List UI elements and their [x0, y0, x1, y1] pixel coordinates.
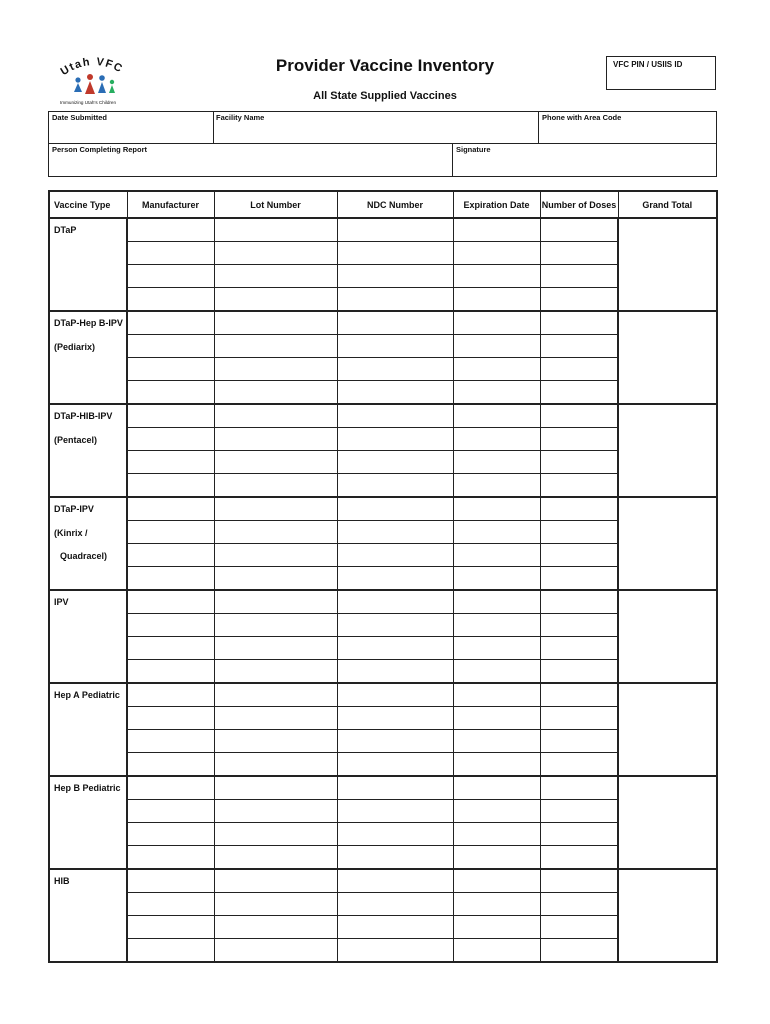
- manufacturer-cell[interactable]: [127, 916, 214, 939]
- table-row: [49, 823, 717, 846]
- doses-cell[interactable]: [540, 800, 618, 823]
- expiration-date-cell[interactable]: [453, 590, 540, 614]
- ndc-number-cell[interactable]: [337, 567, 453, 591]
- table-row: [49, 265, 717, 288]
- lot-number-cell[interactable]: [214, 893, 337, 916]
- manufacturer-cell[interactable]: [127, 869, 214, 893]
- ndc-number-cell[interactable]: [337, 544, 453, 567]
- ndc-number-cell[interactable]: [337, 683, 453, 707]
- vaccine-type-label: HIB: [54, 876, 70, 886]
- lot-number-cell[interactable]: [214, 916, 337, 939]
- manufacturer-cell[interactable]: [127, 660, 214, 684]
- ndc-number-cell[interactable]: [337, 660, 453, 684]
- doses-cell[interactable]: [540, 869, 618, 893]
- table-row: [49, 800, 717, 823]
- manufacturer-cell[interactable]: [127, 800, 214, 823]
- doses-cell[interactable]: [540, 474, 618, 498]
- manufacturer-cell[interactable]: [127, 335, 214, 358]
- table-row: [49, 497, 717, 521]
- table-row: [49, 288, 717, 312]
- table-row: [49, 776, 717, 800]
- doses-cell[interactable]: [540, 544, 618, 567]
- manufacturer-cell[interactable]: [127, 846, 214, 870]
- expiration-date-cell[interactable]: [453, 823, 540, 846]
- ndc-number-cell[interactable]: [337, 869, 453, 893]
- ndc-number-cell[interactable]: [337, 893, 453, 916]
- info-row-2: [48, 143, 717, 177]
- manufacturer-cell[interactable]: [127, 590, 214, 614]
- expiration-date-cell[interactable]: [453, 614, 540, 637]
- doses-cell[interactable]: [540, 916, 618, 939]
- lot-number-cell[interactable]: [214, 335, 337, 358]
- doses-cell[interactable]: [540, 939, 618, 963]
- ndc-number-cell[interactable]: [337, 916, 453, 939]
- expiration-date-cell[interactable]: [453, 730, 540, 753]
- manufacturer-cell[interactable]: [127, 939, 214, 963]
- grand-total-cell[interactable]: [618, 404, 717, 497]
- expiration-date-cell[interactable]: [453, 242, 540, 265]
- table-row: [49, 683, 717, 707]
- manufacturer-cell[interactable]: [127, 311, 214, 335]
- ndc-number-cell[interactable]: [337, 265, 453, 288]
- manufacturer-cell[interactable]: [127, 521, 214, 544]
- manufacturer-cell[interactable]: [127, 358, 214, 381]
- vaccine-type-label: DTaP-IPV: [54, 504, 94, 514]
- doses-cell[interactable]: [540, 381, 618, 405]
- lot-number-cell[interactable]: [214, 776, 337, 800]
- lot-number-cell[interactable]: [214, 567, 337, 591]
- lot-number-cell[interactable]: [214, 590, 337, 614]
- ndc-number-cell[interactable]: [337, 311, 453, 335]
- table-row: [49, 381, 717, 405]
- table-row: [49, 242, 717, 265]
- grand-total-cell[interactable]: [618, 869, 717, 962]
- vaccine-type-label: Hep B Pediatric: [54, 783, 121, 793]
- logo-text: Utah VFC: [58, 56, 126, 79]
- doses-cell[interactable]: [540, 521, 618, 544]
- table-row: [49, 869, 717, 893]
- doses-cell[interactable]: [540, 288, 618, 312]
- expiration-date-cell[interactable]: [453, 916, 540, 939]
- doses-cell[interactable]: [540, 846, 618, 870]
- vaccine-type-cell: [49, 776, 127, 869]
- vaccine-type-label: (Kinrix /: [54, 527, 88, 538]
- doses-cell[interactable]: [540, 730, 618, 753]
- manufacturer-cell[interactable]: [127, 428, 214, 451]
- doses-cell[interactable]: [540, 776, 618, 800]
- lot-number-cell[interactable]: [214, 753, 337, 777]
- expiration-date-cell[interactable]: [453, 428, 540, 451]
- table-row: [49, 846, 717, 870]
- table-row: [49, 404, 717, 428]
- lot-number-cell[interactable]: [214, 614, 337, 637]
- ndc-number-cell[interactable]: [337, 404, 453, 428]
- ndc-number-cell[interactable]: [337, 497, 453, 521]
- table-row: [49, 428, 717, 451]
- ndc-number-cell[interactable]: [337, 521, 453, 544]
- lot-number-cell[interactable]: [214, 381, 337, 405]
- ndc-number-cell[interactable]: [337, 428, 453, 451]
- doses-cell[interactable]: [540, 218, 618, 242]
- ndc-number-cell[interactable]: [337, 707, 453, 730]
- expiration-date-cell[interactable]: [453, 869, 540, 893]
- manufacturer-cell[interactable]: [127, 567, 214, 591]
- expiration-date-cell[interactable]: [453, 497, 540, 521]
- ndc-number-cell[interactable]: [337, 288, 453, 312]
- doses-cell[interactable]: [540, 637, 618, 660]
- lot-number-cell[interactable]: [214, 497, 337, 521]
- doses-cell[interactable]: [540, 335, 618, 358]
- lot-number-cell[interactable]: [214, 451, 337, 474]
- expiration-date-cell[interactable]: [453, 846, 540, 870]
- vaccine-type-label: DTaP-HIB-IPV: [54, 411, 113, 421]
- manufacturer-cell[interactable]: [127, 544, 214, 567]
- ndc-number-cell[interactable]: [337, 800, 453, 823]
- expiration-date-cell[interactable]: [453, 358, 540, 381]
- lot-number-cell[interactable]: [214, 265, 337, 288]
- ndc-number-cell[interactable]: [337, 242, 453, 265]
- table-row: [49, 707, 717, 730]
- doses-cell[interactable]: [540, 753, 618, 777]
- doses-cell[interactable]: [540, 451, 618, 474]
- facility-name-field[interactable]: Facility Name: [216, 113, 265, 122]
- doses-cell[interactable]: [540, 707, 618, 730]
- lot-number-cell[interactable]: [214, 869, 337, 893]
- vfc-pin-field[interactable]: [606, 56, 716, 90]
- manufacturer-cell[interactable]: [127, 404, 214, 428]
- table-row: [49, 590, 717, 614]
- vaccine-type-cell: [49, 590, 127, 683]
- manufacturer-cell[interactable]: [127, 265, 214, 288]
- lot-number-cell[interactable]: [214, 242, 337, 265]
- expiration-date-cell[interactable]: [453, 683, 540, 707]
- manufacturer-cell[interactable]: [127, 823, 214, 846]
- doses-cell[interactable]: [540, 311, 618, 335]
- expiration-date-cell[interactable]: [453, 753, 540, 777]
- table-row: [49, 660, 717, 684]
- vaccine-type-label: DTaP: [54, 225, 77, 235]
- lot-number-cell[interactable]: [214, 730, 337, 753]
- doses-cell[interactable]: [540, 567, 618, 591]
- table-row: [49, 335, 717, 358]
- doses-cell[interactable]: [540, 497, 618, 521]
- page-subtitle: All State Supplied Vaccines: [313, 90, 457, 102]
- doses-cell[interactable]: [540, 428, 618, 451]
- inventory-table: [48, 190, 718, 963]
- doses-cell[interactable]: [540, 265, 618, 288]
- vaccine-type-label: (Pentacel): [54, 434, 98, 445]
- table-row: [49, 893, 717, 916]
- manufacturer-cell[interactable]: [127, 637, 214, 660]
- date-submitted-field[interactable]: Date Submitted: [52, 113, 108, 122]
- expiration-date-cell[interactable]: [453, 474, 540, 498]
- grand-total-cell[interactable]: [618, 683, 717, 776]
- ndc-number-cell[interactable]: [337, 776, 453, 800]
- manufacturer-cell[interactable]: [127, 707, 214, 730]
- manufacturer-cell[interactable]: [127, 288, 214, 312]
- doses-cell[interactable]: [540, 590, 618, 614]
- grand-total-cell[interactable]: [618, 311, 717, 404]
- expiration-date-cell[interactable]: [453, 404, 540, 428]
- lot-number-cell[interactable]: [214, 660, 337, 684]
- table-row: [49, 614, 717, 637]
- doses-cell[interactable]: [540, 404, 618, 428]
- expiration-date-cell[interactable]: [453, 381, 540, 405]
- vaccine-type-label: (Pediarix): [54, 341, 96, 352]
- manufacturer-cell[interactable]: [127, 242, 214, 265]
- expiration-date-cell[interactable]: [453, 637, 540, 660]
- ndc-number-cell[interactable]: [337, 358, 453, 381]
- ndc-number-cell[interactable]: [337, 614, 453, 637]
- lot-number-cell[interactable]: [214, 939, 337, 963]
- lot-number-cell[interactable]: [214, 218, 337, 242]
- lot-number-cell[interactable]: [214, 683, 337, 707]
- vaccine-type-cell: [49, 404, 127, 497]
- expiration-date-cell[interactable]: [453, 800, 540, 823]
- vfc-pin-label: VFC PIN / USIIS ID: [613, 60, 683, 69]
- doses-cell[interactable]: [540, 358, 618, 381]
- header-expiration-date: Expiration Date: [453, 191, 540, 218]
- ndc-number-cell[interactable]: [337, 939, 453, 963]
- table-row: [49, 637, 717, 660]
- expiration-date-cell[interactable]: [453, 451, 540, 474]
- ndc-number-cell[interactable]: [337, 590, 453, 614]
- ndc-number-cell[interactable]: [337, 753, 453, 777]
- expiration-date-cell[interactable]: [453, 218, 540, 242]
- ndc-number-cell[interactable]: [337, 637, 453, 660]
- ndc-number-cell[interactable]: [337, 381, 453, 405]
- manufacturer-cell[interactable]: [127, 683, 214, 707]
- table-row: [49, 567, 717, 591]
- expiration-date-cell[interactable]: [453, 265, 540, 288]
- ndc-number-cell[interactable]: [337, 474, 453, 498]
- expiration-date-cell[interactable]: [453, 893, 540, 916]
- ndc-number-cell[interactable]: [337, 451, 453, 474]
- table-row: [49, 521, 717, 544]
- manufacturer-cell[interactable]: [127, 497, 214, 521]
- ndc-number-cell[interactable]: [337, 823, 453, 846]
- header-lot-number: Lot Number: [214, 191, 337, 218]
- expiration-date-cell[interactable]: [453, 521, 540, 544]
- ndc-number-cell[interactable]: [337, 730, 453, 753]
- table-row: [49, 451, 717, 474]
- manufacturer-cell[interactable]: [127, 614, 214, 637]
- lot-number-cell[interactable]: [214, 311, 337, 335]
- expiration-date-cell[interactable]: [453, 288, 540, 312]
- doses-cell[interactable]: [540, 614, 618, 637]
- grand-total-cell[interactable]: [618, 218, 717, 311]
- table-row: [49, 218, 717, 242]
- lot-number-cell[interactable]: [214, 800, 337, 823]
- logo-tagline: Immunizing Utah's Children: [60, 100, 117, 105]
- manufacturer-cell[interactable]: [127, 451, 214, 474]
- expiration-date-cell[interactable]: [453, 335, 540, 358]
- lot-number-cell[interactable]: [214, 404, 337, 428]
- header-ndc-number: NDC Number: [337, 191, 453, 218]
- header-vaccine-type: Vaccine Type: [49, 191, 127, 218]
- lot-number-cell[interactable]: [214, 474, 337, 498]
- vaccine-type-cell: [49, 218, 127, 311]
- manufacturer-cell[interactable]: [127, 730, 214, 753]
- table-header-row: [49, 191, 717, 218]
- grand-total-cell[interactable]: [618, 497, 717, 590]
- table-row: [49, 753, 717, 777]
- expiration-date-cell[interactable]: [453, 939, 540, 963]
- ndc-number-cell[interactable]: [337, 335, 453, 358]
- vaccine-type-cell: [49, 497, 127, 590]
- table-row: [49, 916, 717, 939]
- table-row: [49, 939, 717, 963]
- doses-cell[interactable]: [540, 683, 618, 707]
- person-completing-field[interactable]: Person Completing Report: [52, 145, 148, 154]
- table-row: [49, 474, 717, 498]
- doses-cell[interactable]: [540, 242, 618, 265]
- vaccine-type-label: DTaP-Hep B-IPV: [54, 318, 123, 328]
- ndc-number-cell[interactable]: [337, 846, 453, 870]
- vaccine-type-label: Hep A Pediatric: [54, 690, 120, 700]
- signature-field[interactable]: Signature: [456, 145, 491, 154]
- doses-cell[interactable]: [540, 660, 618, 684]
- vaccine-type-label: Quadracel): [60, 551, 108, 561]
- manufacturer-cell[interactable]: [127, 776, 214, 800]
- manufacturer-cell[interactable]: [127, 381, 214, 405]
- vaccine-type-cell: [49, 311, 127, 404]
- lot-number-cell[interactable]: [214, 823, 337, 846]
- lot-number-cell[interactable]: [214, 637, 337, 660]
- vaccine-type-cell: [49, 869, 127, 962]
- header-grand-total: Grand Total: [618, 191, 717, 218]
- lot-number-cell[interactable]: [214, 846, 337, 870]
- doses-cell[interactable]: [540, 823, 618, 846]
- ndc-number-cell[interactable]: [337, 218, 453, 242]
- table-row: [49, 311, 717, 335]
- expiration-date-cell[interactable]: [453, 707, 540, 730]
- manufacturer-cell[interactable]: [127, 753, 214, 777]
- expiration-date-cell[interactable]: [453, 660, 540, 684]
- lot-number-cell[interactable]: [214, 521, 337, 544]
- vaccine-type-cell: [49, 683, 127, 776]
- expiration-date-cell[interactable]: [453, 544, 540, 567]
- grand-total-cell[interactable]: [618, 590, 717, 683]
- manufacturer-cell[interactable]: [127, 474, 214, 498]
- manufacturer-cell[interactable]: [127, 218, 214, 242]
- expiration-date-cell[interactable]: [453, 567, 540, 591]
- doses-cell[interactable]: [540, 893, 618, 916]
- lot-number-cell[interactable]: [214, 428, 337, 451]
- header-manufacturer: Manufacturer: [127, 191, 214, 218]
- manufacturer-cell[interactable]: [127, 893, 214, 916]
- table-row: [49, 358, 717, 381]
- grand-total-cell[interactable]: [618, 776, 717, 869]
- expiration-date-cell[interactable]: [453, 776, 540, 800]
- page-title: Provider Vaccine Inventory: [275, 56, 495, 75]
- table-row: [49, 544, 717, 567]
- header-number-of-doses: Number of Doses: [540, 191, 618, 218]
- lot-number-cell[interactable]: [214, 288, 337, 312]
- lot-number-cell[interactable]: [214, 707, 337, 730]
- table-row: [49, 730, 717, 753]
- lot-number-cell[interactable]: [214, 358, 337, 381]
- phone-field[interactable]: Phone with Area Code: [542, 113, 622, 122]
- vaccine-type-label: IPV: [54, 597, 69, 607]
- expiration-date-cell[interactable]: [453, 311, 540, 335]
- lot-number-cell[interactable]: [214, 544, 337, 567]
